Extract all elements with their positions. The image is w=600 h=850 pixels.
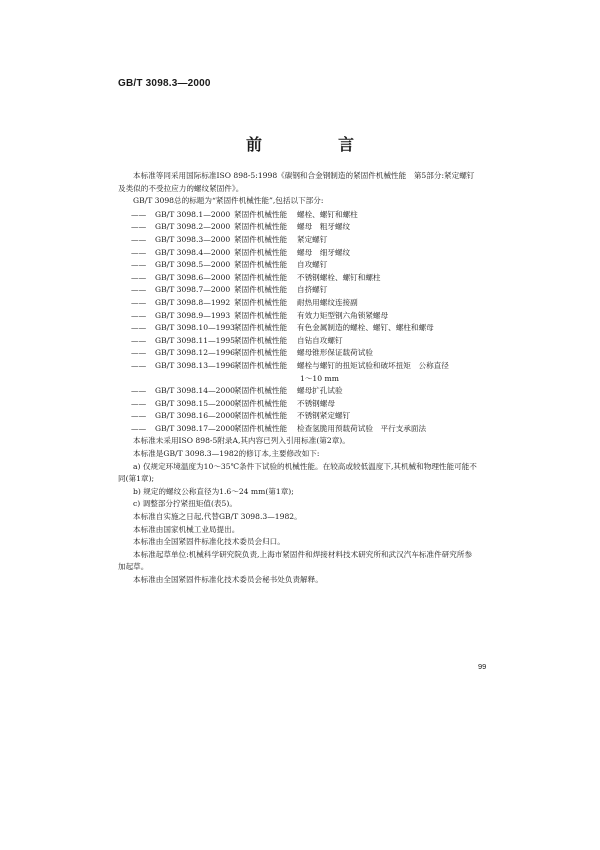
effective-paragraph: 本标准自实施之日起,代替GB/T 3098.3—1982。 [133, 512, 302, 522]
part-code: GB/T 3098.8—1992 [155, 297, 231, 307]
list-dash: —— [131, 411, 147, 421]
part-name: 紧固件机械性能 [234, 285, 288, 295]
series-intro-paragraph: GB/T 3098总的标题为“紧固件机械性能”,包括以下部分: [133, 196, 324, 206]
list-dash: —— [131, 209, 147, 219]
part-name: 紧固件机械性能 [234, 323, 288, 333]
part-description-continuation: 1～10 mm [300, 373, 339, 383]
part-name: 紧固件机械性能 [234, 386, 288, 396]
part-description: 自攻螺钉 [297, 260, 328, 270]
list-dash: —— [131, 222, 147, 232]
part-description: 螺母 粗牙螺纹 [297, 222, 351, 232]
list-dash: —— [131, 310, 147, 320]
part-code: GB/T 3098.3—2000 [155, 234, 231, 244]
part-name: 紧固件机械性能 [234, 310, 288, 320]
standard-part-item [118, 272, 478, 285]
part-code: GB/T 3098.10—1993 [155, 323, 236, 333]
page-number: 99 [478, 662, 487, 671]
list-dash: —— [131, 234, 147, 244]
part-code: GB/T 3098.12—1996 [155, 348, 236, 358]
part-name: 紧固件机械性能 [234, 398, 288, 408]
part-description: 不锈钢紧定螺钉 [297, 411, 351, 421]
part-description: 有效力矩型钢六角锁紧螺母 [297, 310, 389, 320]
intro-paragraph: 本标准等同采用国际标准ISO 898-5:1998《碳钢和合金钢制造的紧固件机械性能 第5部分:紧定螺钉及类似的不受拉应力的螺纹紧固件》。 [118, 171, 475, 193]
part-code: GB/T 3098.17—2000 [155, 423, 236, 433]
standard-part-item [118, 259, 478, 272]
part-code: GB/T 3098.6—2000 [155, 272, 231, 282]
list-dash: —— [131, 260, 147, 270]
list-dash: —— [131, 285, 147, 295]
part-description: 螺栓与螺钉的扭矩试验和破坏扭矩 公称直径 [297, 360, 449, 370]
part-name: 紧固件机械性能 [234, 272, 288, 282]
standard-part-item [118, 284, 478, 297]
part-description: 紧定螺钉 [297, 234, 328, 244]
standard-part-item [118, 398, 478, 411]
part-code: GB/T 3098.15—2000 [155, 398, 236, 408]
list-dash: —— [131, 386, 147, 396]
standard-part-item [118, 221, 478, 234]
standard-part-item [118, 234, 478, 247]
drafted-by-paragraph: 本标准起草单位:机械科学研究院负责,上海市紧固件和焊接材料技术研究所和武汉汽车标准件研究所参加起草。 [118, 549, 473, 572]
part-description: 有色金属制造的螺栓、螺钉、螺柱和螺母 [297, 323, 434, 333]
standard-part-item [118, 347, 478, 360]
part-name: 紧固件机械性能 [234, 423, 288, 433]
standard-part-item [118, 423, 478, 436]
part-code: GB/T 3098.7—2000 [155, 285, 231, 295]
standard-part-item [118, 209, 478, 222]
foreword-body [118, 170, 478, 587]
standard-part-item [118, 335, 478, 348]
part-code: GB/T 3098.11—1995 [155, 335, 236, 345]
part-name: 紧固件机械性能 [234, 222, 288, 232]
part-name: 紧固件机械性能 [234, 234, 288, 244]
part-code: GB/T 3098.4—2000 [155, 247, 231, 257]
interpreted-by-paragraph: 本标准由全国紧固件标准化技术委员会秘书处负责解释。 [133, 575, 323, 584]
list-dash: —— [131, 323, 147, 333]
standard-code-header: GB/T 3098.3—2000 [118, 78, 211, 89]
revision-item-b: b) 规定的螺纹公称直径为1.6～24 mm(第1章); [133, 486, 294, 496]
standard-part-item [118, 310, 478, 323]
part-description: 不锈钢螺栓、螺钉和螺柱 [297, 272, 381, 282]
standard-part-item [118, 385, 478, 398]
centralized-by-paragraph: 本标准由全国紧固件标准化技术委员会归口。 [133, 537, 285, 547]
list-dash: —— [131, 297, 147, 307]
standard-part-item [118, 360, 478, 373]
standard-part-item [118, 410, 478, 423]
part-description: 螺母 细牙螺纹 [297, 247, 351, 257]
part-name: 紧固件机械性能 [234, 297, 288, 307]
page-title: 前 言 [245, 135, 384, 154]
list-dash: —— [131, 360, 147, 370]
part-code: GB/T 3098.16—2000 [155, 411, 236, 421]
standard-part-item [118, 322, 478, 335]
part-description: 螺栓、螺钉和螺柱 [297, 209, 358, 219]
part-name: 紧固件机械性能 [234, 360, 288, 370]
revision-item-a: a) 仅规定环境温度为10～35℃条件下试验的机械性能。在较高或较低温度下,其机械和物理性能可能不同(第1章); [118, 461, 477, 484]
list-dash: —— [131, 398, 147, 408]
part-description: 螺母锥形保证载荷试验 [297, 348, 373, 358]
part-name: 紧固件机械性能 [234, 348, 288, 358]
part-description: 螺母扩孔试验 [297, 386, 343, 396]
standard-part-item [118, 247, 478, 260]
part-name: 紧固件机械性能 [234, 335, 288, 345]
part-code: GB/T 3098.13—1996 [155, 360, 236, 370]
list-dash: —— [131, 423, 147, 433]
part-description: 耐热用螺纹连接副 [297, 297, 358, 307]
list-dash: —— [131, 247, 147, 257]
part-name: 紧固件机械性能 [234, 411, 288, 421]
part-description: 自挤螺钉 [297, 285, 328, 295]
part-description: 不锈钢螺母 [297, 398, 335, 408]
list-dash: —— [131, 348, 147, 358]
part-name: 紧固件机械性能 [234, 209, 288, 219]
part-code: GB/T 3098.9—1993 [155, 310, 231, 320]
standard-part-item [118, 297, 478, 310]
list-dash: —— [131, 272, 147, 282]
part-description: 自钻自攻螺钉 [297, 335, 343, 345]
part-name: 紧固件机械性能 [234, 260, 288, 270]
standard-parts-list [118, 209, 478, 436]
list-dash: —— [131, 335, 147, 345]
revision-item-c: c) 调整部分拧紧扭矩值(表5)。 [133, 499, 237, 509]
part-code: GB/T 3098.14—2000 [155, 386, 236, 396]
part-code: GB/T 3098.5—2000 [155, 260, 231, 270]
revision-intro-paragraph: 本标准是GB/T 3098.3—1982的修订本,主要修改如下: [133, 449, 320, 459]
part-name: 紧固件机械性能 [234, 247, 288, 257]
part-description: 检查氢脆用预载荷试验 平行支承面法 [297, 423, 427, 433]
appendix-note-paragraph: 本标准未采用ISO 898-5附录A,其内容已列入引用标准(第2章)。 [133, 436, 350, 446]
part-code: GB/T 3098.2—2000 [155, 222, 231, 232]
proposed-by-paragraph: 本标准由国家机械工业局提出。 [133, 524, 240, 534]
part-code: GB/T 3098.1—2000 [155, 209, 231, 219]
